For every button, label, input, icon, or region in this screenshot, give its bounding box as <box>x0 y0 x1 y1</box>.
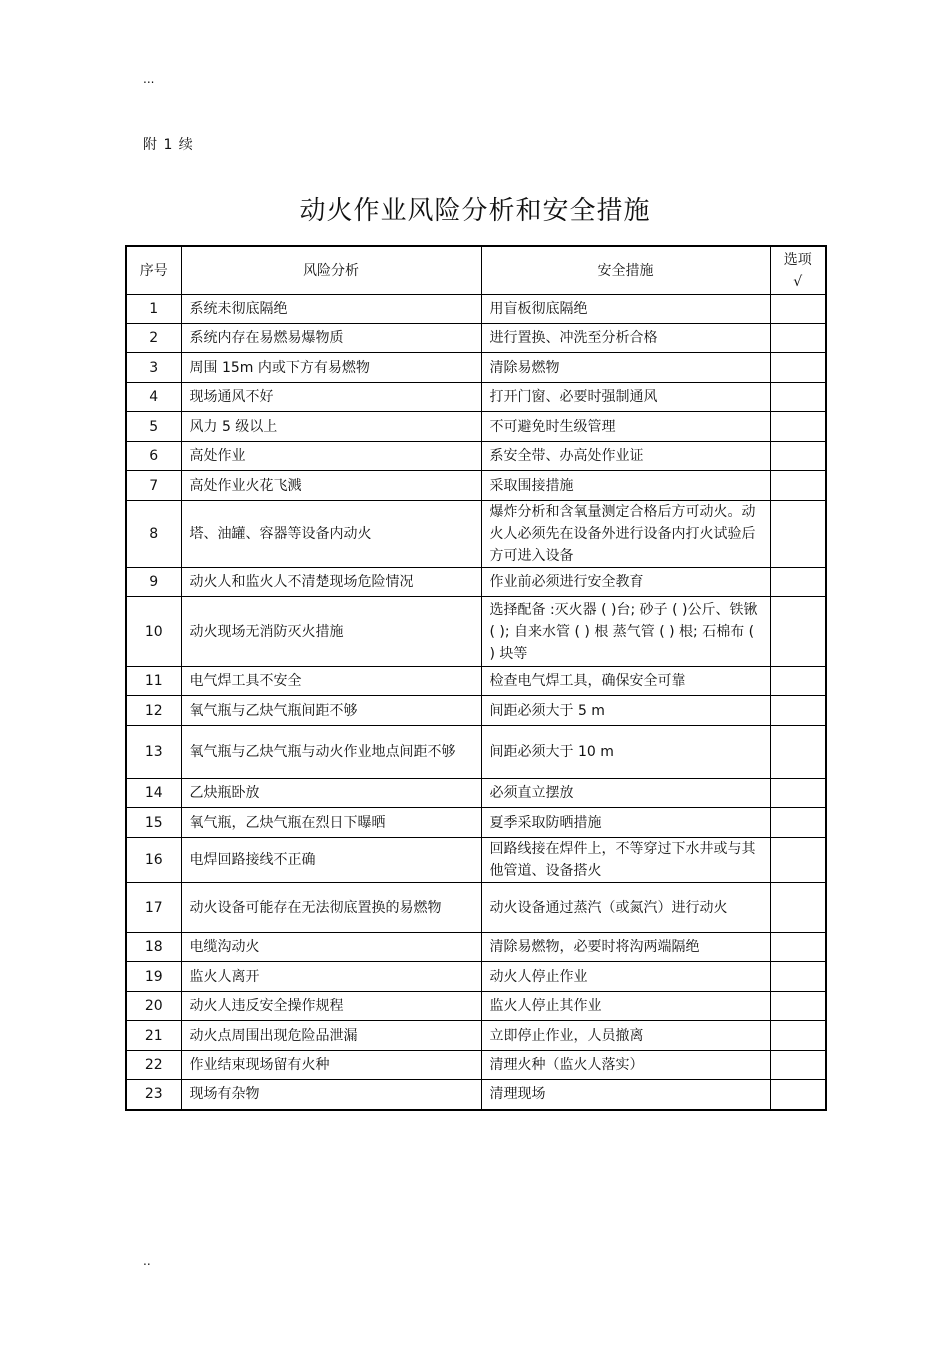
table-row <box>126 568 826 597</box>
row-number: 4 <box>126 383 181 412</box>
row-number: 17 <box>126 883 181 933</box>
safety-measure-cell: 动火人停止作业 <box>481 962 770 992</box>
safety-measure-cell: 打开门窗、必要时强制通风 <box>481 383 770 412</box>
risk-analysis-cell: 氧气瓶与乙炔气瓶间距不够 <box>181 696 481 726</box>
safety-measure-cell: 间距必须大于 5 m <box>481 696 770 726</box>
risk-analysis-cell: 高处作业火花飞溅 <box>181 471 481 501</box>
header-option-label: 选项 <box>783 251 812 268</box>
safety-measure-cell: 作业前必须进行安全教育 <box>481 568 770 597</box>
safety-measure-cell: 监火人停止其作业 <box>481 992 770 1021</box>
risk-analysis-cell: 现场通风不好 <box>181 383 481 412</box>
option-check-cell[interactable] <box>770 471 826 501</box>
table-row <box>126 933 826 962</box>
table-body <box>126 295 826 1110</box>
risk-analysis-cell: 系统内存在易燃易爆物质 <box>181 324 481 353</box>
page-footer-mark: .. <box>143 1254 151 1268</box>
option-check-cell[interactable] <box>770 442 826 471</box>
table-row <box>126 471 826 501</box>
header-option-checkmark: √ <box>793 273 803 290</box>
option-check-cell[interactable] <box>770 1080 826 1110</box>
safety-measure-cell: 不可避免时生级管理 <box>481 412 770 442</box>
table-row <box>126 597 826 667</box>
option-check-cell[interactable] <box>770 808 826 838</box>
option-check-cell[interactable] <box>770 1051 826 1080</box>
header-option <box>770 246 826 295</box>
safety-measure-cell: 清除易燃物 <box>481 353 770 383</box>
risk-analysis-cell: 动火人违反安全操作规程 <box>181 992 481 1021</box>
risk-analysis-cell: 监火人离开 <box>181 962 481 992</box>
row-number: 9 <box>126 568 181 597</box>
table-row <box>126 1021 826 1051</box>
safety-measure-cell: 清理现场 <box>481 1080 770 1110</box>
row-number: 11 <box>126 667 181 696</box>
appendix-label: 附 1 续 <box>143 137 194 153</box>
risk-analysis-table <box>125 245 827 1111</box>
risk-analysis-cell: 电气焊工具不安全 <box>181 667 481 696</box>
option-check-cell[interactable] <box>770 353 826 383</box>
row-number: 12 <box>126 696 181 726</box>
safety-measure-cell: 立即停止作业，人员撤离 <box>481 1021 770 1051</box>
table-row <box>126 992 826 1021</box>
risk-analysis-cell: 乙炔瓶卧放 <box>181 779 481 808</box>
safety-measure-cell: 动火设备通过蒸汽（或氮汽）进行动火 <box>481 883 770 933</box>
row-number: 3 <box>126 353 181 383</box>
table-row <box>126 295 826 324</box>
row-number: 22 <box>126 1051 181 1080</box>
table-row <box>126 726 826 779</box>
option-check-cell[interactable] <box>770 696 826 726</box>
table-row <box>126 667 826 696</box>
table-header-row <box>126 246 826 295</box>
safety-measure-cell: 系安全带、办高处作业证 <box>481 442 770 471</box>
risk-analysis-cell: 动火人和监火人不清楚现场危险情况 <box>181 568 481 597</box>
table-row <box>126 412 826 442</box>
option-check-cell[interactable] <box>770 667 826 696</box>
table-row <box>126 962 826 992</box>
risk-analysis-cell: 现场有杂物 <box>181 1080 481 1110</box>
option-check-cell[interactable] <box>770 501 826 568</box>
safety-measure-cell: 检查电气焊工具，确保安全可靠 <box>481 667 770 696</box>
risk-analysis-cell: 高处作业 <box>181 442 481 471</box>
table-row <box>126 383 826 412</box>
table-row <box>126 501 826 568</box>
row-number: 7 <box>126 471 181 501</box>
safety-measure-cell: 清除易燃物，必要时将沟两端隔绝 <box>481 933 770 962</box>
table-row <box>126 838 826 883</box>
row-number: 14 <box>126 779 181 808</box>
safety-measure-cell: 用盲板彻底隔绝 <box>481 295 770 324</box>
row-number: 15 <box>126 808 181 838</box>
risk-analysis-cell: 氧气瓶，乙炔气瓶在烈日下曝晒 <box>181 808 481 838</box>
row-number: 19 <box>126 962 181 992</box>
option-check-cell[interactable] <box>770 412 826 442</box>
table-row <box>126 353 826 383</box>
safety-measure-cell: 爆炸分析和含氧量测定合格后方可动火。动火人必须先在设备外进行设备内打火试验后方可进入设备 <box>481 501 770 568</box>
table-row <box>126 696 826 726</box>
table-row <box>126 883 826 933</box>
row-number: 18 <box>126 933 181 962</box>
risk-analysis-cell: 系统未彻底隔绝 <box>181 295 481 324</box>
option-check-cell[interactable] <box>770 324 826 353</box>
table-row <box>126 779 826 808</box>
table-row <box>126 1080 826 1110</box>
option-check-cell[interactable] <box>770 597 826 667</box>
risk-analysis-cell: 动火现场无消防灭火措施 <box>181 597 481 667</box>
safety-measure-cell: 回路线接在焊件上，不等穿过下水井或与其他管道、设备搭火 <box>481 838 770 883</box>
row-number: 23 <box>126 1080 181 1110</box>
header-risk-analysis: 风险分析 <box>181 246 481 295</box>
row-number: 16 <box>126 838 181 883</box>
safety-measure-cell: 间距必须大于 10 m <box>481 726 770 779</box>
table-row <box>126 1051 826 1080</box>
page-header-mark: ... <box>143 72 155 86</box>
table-row <box>126 808 826 838</box>
option-check-cell[interactable] <box>770 726 826 779</box>
option-check-cell[interactable] <box>770 962 826 992</box>
risk-analysis-cell: 塔、油罐、容器等设备内动火 <box>181 501 481 568</box>
safety-measure-cell: 必须直立摆放 <box>481 779 770 808</box>
risk-analysis-cell: 动火点周围出现危险品泄漏 <box>181 1021 481 1051</box>
option-check-cell[interactable] <box>770 933 826 962</box>
risk-analysis-cell: 电缆沟动火 <box>181 933 481 962</box>
risk-analysis-cell: 电焊回路接线不正确 <box>181 838 481 883</box>
table-row <box>126 442 826 471</box>
risk-analysis-cell: 动火设备可能存在无法彻底置换的易燃物 <box>181 883 481 933</box>
row-number: 5 <box>126 412 181 442</box>
row-number: 2 <box>126 324 181 353</box>
safety-measure-cell: 清理火种（监火人落实） <box>481 1051 770 1080</box>
option-check-cell[interactable] <box>770 1021 826 1051</box>
safety-measure-cell: 进行置换、冲洗至分析合格 <box>481 324 770 353</box>
risk-analysis-cell: 氧气瓶与乙炔气瓶与动火作业地点间距不够 <box>181 726 481 779</box>
option-check-cell[interactable] <box>770 883 826 933</box>
row-number: 1 <box>126 295 181 324</box>
row-number: 6 <box>126 442 181 471</box>
risk-analysis-cell: 周围 15m 内或下方有易燃物 <box>181 353 481 383</box>
risk-analysis-cell: 作业结束现场留有火种 <box>181 1051 481 1080</box>
header-number: 序号 <box>126 246 181 295</box>
row-number: 20 <box>126 992 181 1021</box>
document-title: 动火作业风险分析和安全措施 <box>299 196 651 226</box>
safety-measure-cell: 采取围接措施 <box>481 471 770 501</box>
option-check-cell[interactable] <box>770 383 826 412</box>
row-number: 13 <box>126 726 181 779</box>
row-number: 8 <box>126 501 181 568</box>
table-row <box>126 324 826 353</box>
row-number: 21 <box>126 1021 181 1051</box>
option-check-cell[interactable] <box>770 568 826 597</box>
safety-measure-cell: 夏季采取防晒措施 <box>481 808 770 838</box>
header-safety-measure: 安全措施 <box>481 246 770 295</box>
option-check-cell[interactable] <box>770 992 826 1021</box>
safety-measure-cell: 选择配备 :灭火器 ( )台; 砂子 ( )公斤、铁锹 ( ); 自来水管 ( ) 根 蒸气管 ( ) 根; 石棉布 ( ) 块等 <box>481 597 770 667</box>
row-number: 10 <box>126 597 181 667</box>
option-check-cell[interactable] <box>770 779 826 808</box>
option-check-cell[interactable] <box>770 295 826 324</box>
option-check-cell[interactable] <box>770 838 826 883</box>
risk-analysis-cell: 风力 5 级以上 <box>181 412 481 442</box>
